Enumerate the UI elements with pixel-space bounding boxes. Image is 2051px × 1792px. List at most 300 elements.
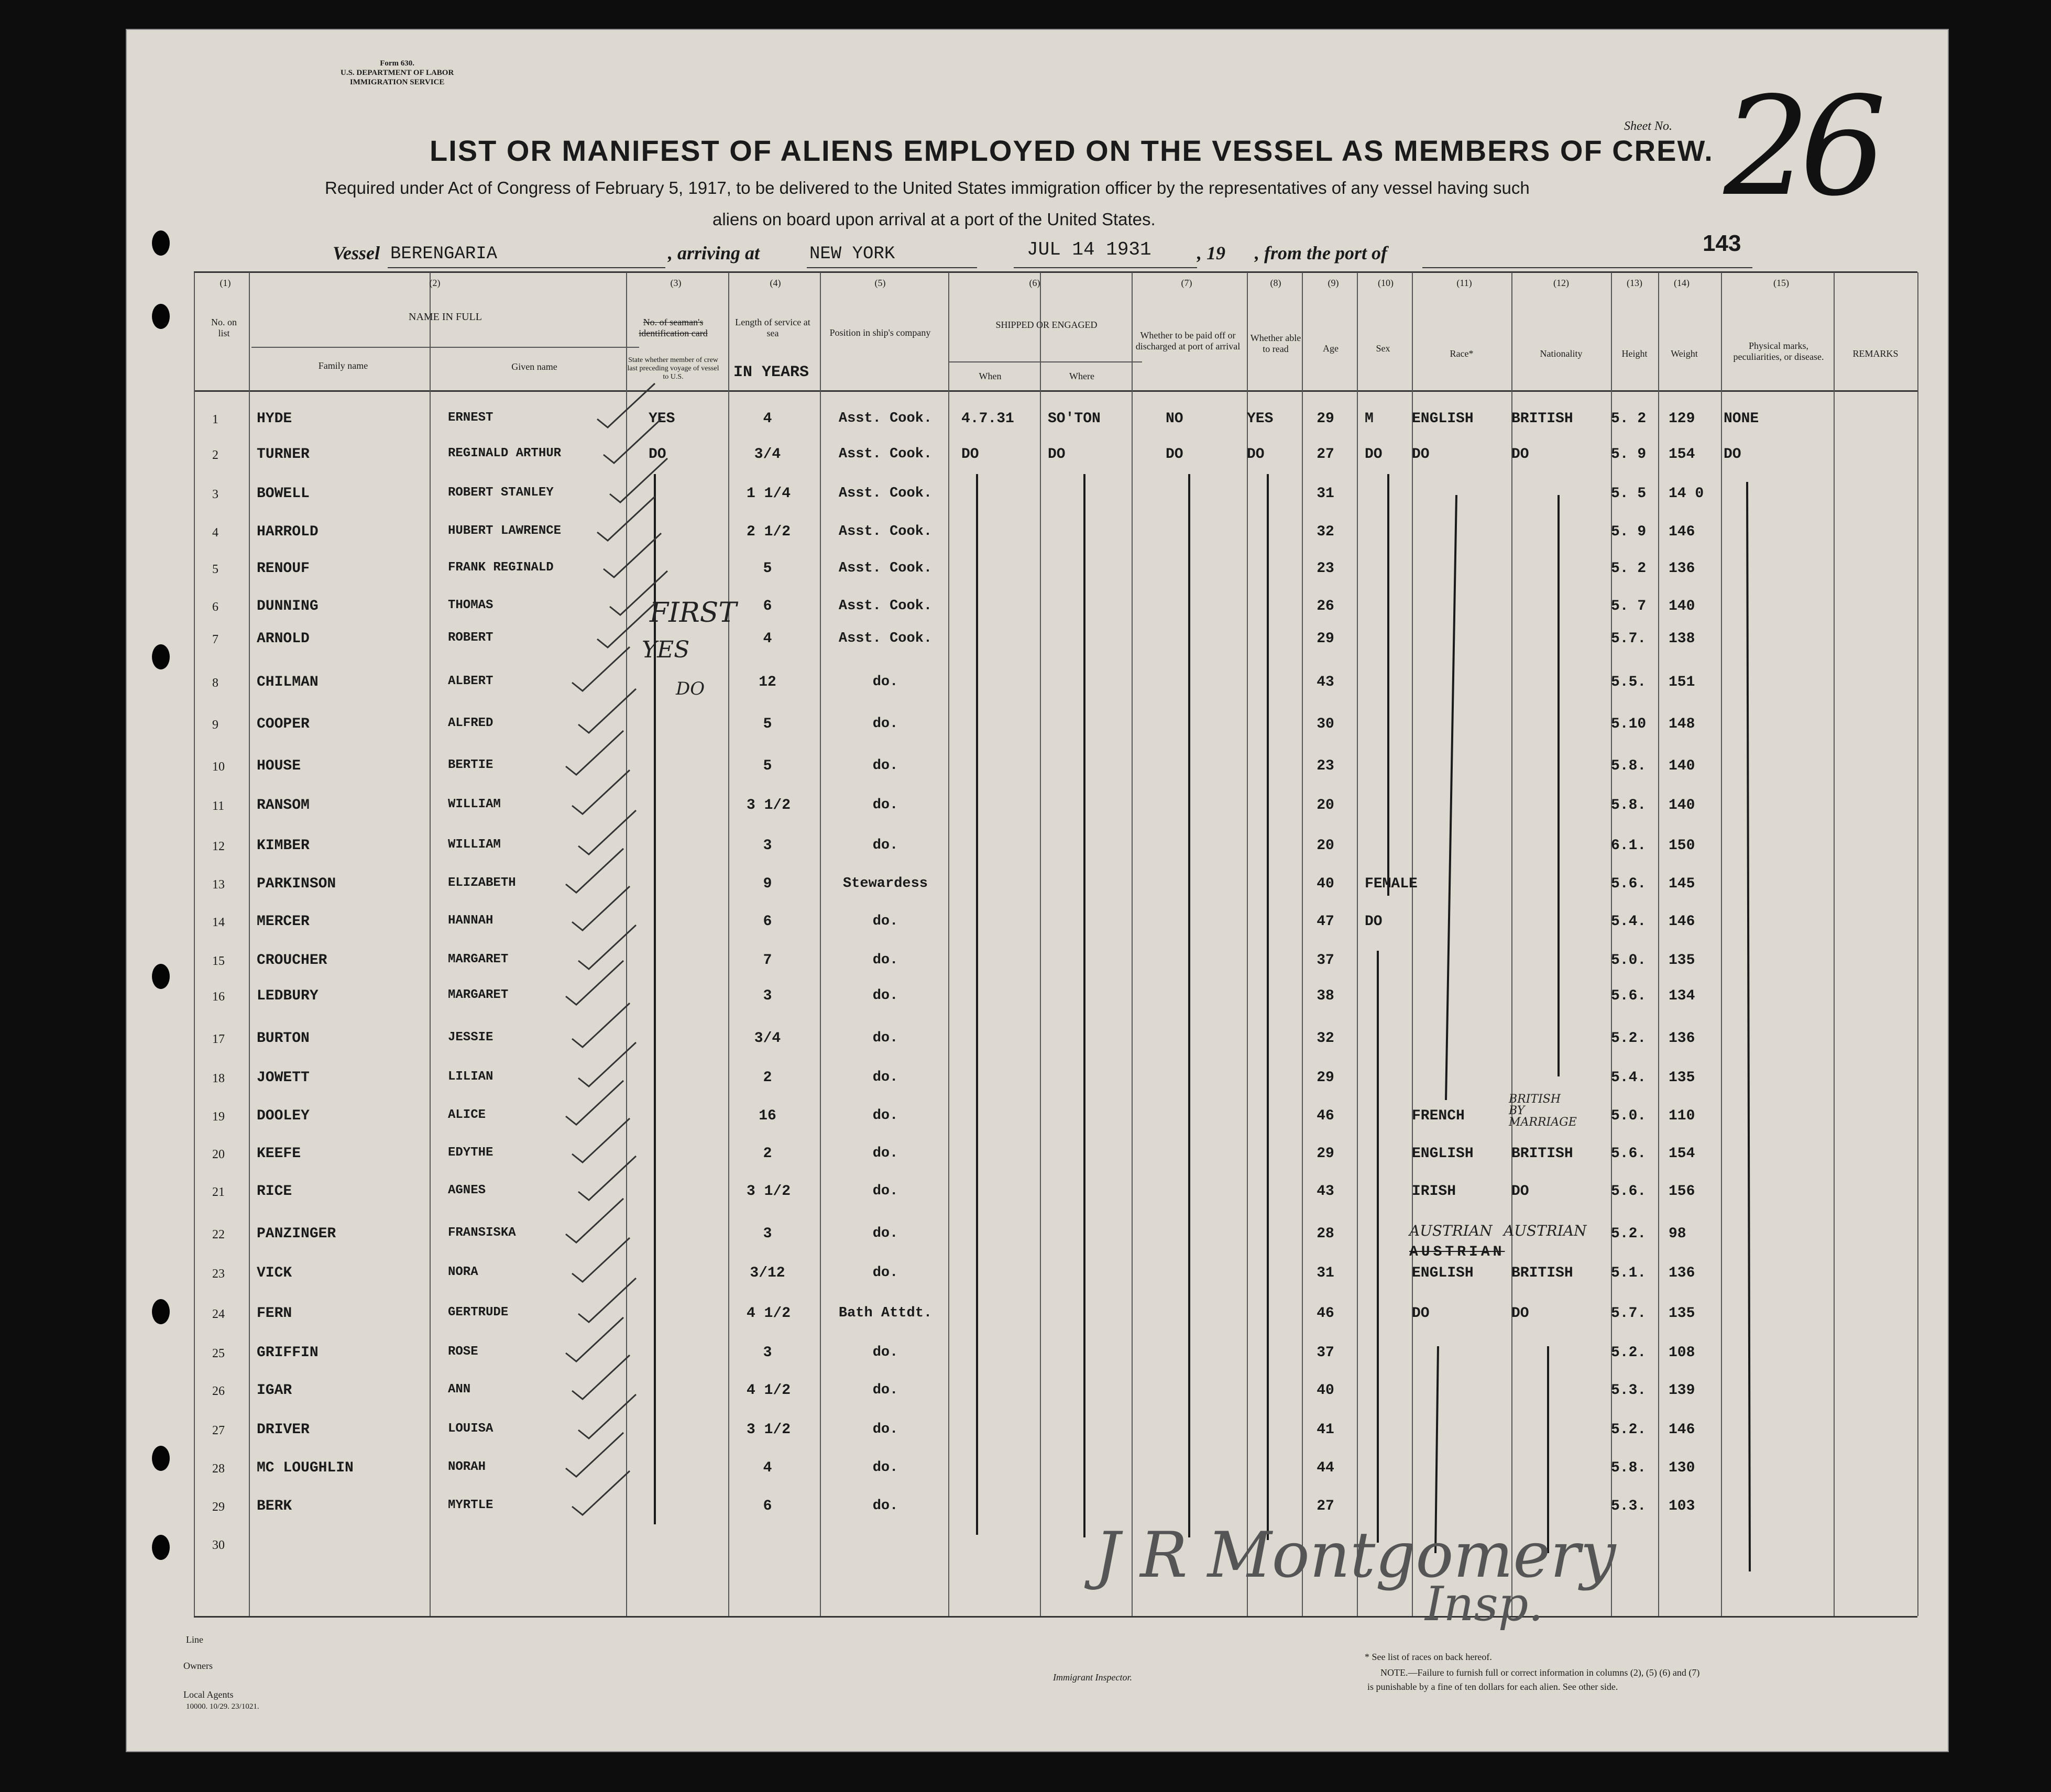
- cell-position: Stewardess: [842, 876, 928, 892]
- cell-length: 4: [763, 631, 772, 647]
- cell-age: 29: [1317, 1146, 1334, 1162]
- row-number: 20: [212, 1148, 225, 1161]
- cell-height: 5. 2: [1611, 560, 1647, 577]
- cell-weight: 138: [1669, 631, 1695, 647]
- cell-race: ENGLISH: [1412, 1265, 1474, 1281]
- department: U.S. DEPARTMENT OF LABOR: [341, 69, 454, 77]
- cell-length: 3 1/2: [747, 797, 791, 813]
- handwritten-austrian-race: AUSTRIAN: [1409, 1222, 1493, 1239]
- cell-length: 9: [763, 876, 772, 892]
- handwritten-austrian-nat: AUSTRIAN: [1504, 1222, 1587, 1239]
- col-num-15: (15): [1773, 278, 1789, 288]
- cell-weight: 140: [1669, 797, 1695, 813]
- footer-race-note: * See list of races on back hereof.: [1365, 1652, 1492, 1662]
- row-number: 5: [212, 563, 218, 576]
- cell-height: 5.8.: [1611, 1460, 1647, 1476]
- footer-note-2: is punishable by a fine of ten dollars for each alien. See other side.: [1367, 1681, 1618, 1692]
- cell-height: 5. 9: [1611, 446, 1647, 463]
- from-port-label: , from the port of: [1255, 243, 1388, 263]
- cell-age: 28: [1317, 1226, 1334, 1242]
- row-number: 27: [212, 1424, 225, 1437]
- cell-nat: BRITISH: [1511, 1265, 1573, 1281]
- cell-family: HARROLD: [257, 524, 319, 540]
- arriving-label: , arriving at: [668, 243, 760, 263]
- cell-height: 5.3.: [1611, 1498, 1647, 1514]
- cell-length: 5: [763, 758, 772, 774]
- handwritten-first: FIRST: [650, 597, 737, 629]
- cell-position: do.: [872, 1422, 898, 1437]
- cell-race: DO: [1412, 446, 1430, 463]
- cell-weight: 156: [1669, 1183, 1695, 1200]
- cell-age: 20: [1317, 797, 1334, 813]
- cell-paid: DO: [1166, 446, 1183, 463]
- hdr-physical-marks: Physical marks, peculiarities, or disease.: [1733, 340, 1824, 362]
- cell-weight: 151: [1669, 674, 1695, 690]
- col-num-14: (14): [1674, 278, 1690, 288]
- cell-position: do.: [872, 674, 898, 690]
- cell-weight: 146: [1669, 914, 1695, 930]
- cell-family: VICK: [257, 1265, 292, 1281]
- row-number: 30: [212, 1538, 225, 1552]
- cell-family: BURTON: [257, 1030, 310, 1047]
- cell-position: do.: [872, 1070, 898, 1085]
- cell-weight: 154: [1669, 1146, 1695, 1162]
- cell-age: 27: [1317, 446, 1334, 463]
- row-number: 3: [212, 488, 218, 501]
- check-mark: [572, 1118, 630, 1162]
- cell-weight: 135: [1669, 952, 1695, 969]
- check-mark: [578, 689, 636, 733]
- cell-position: do.: [872, 914, 898, 929]
- row-number: 18: [212, 1072, 225, 1085]
- cell-given: ALFRED: [448, 716, 493, 730]
- cell-age: 41: [1317, 1422, 1334, 1438]
- cell-age: 23: [1317, 560, 1334, 577]
- cell-height: 5.7.: [1611, 1305, 1647, 1322]
- cell-height: 5.3.: [1611, 1382, 1647, 1399]
- cell-height: 5.2.: [1611, 1030, 1647, 1047]
- cell-weight: 148: [1669, 716, 1695, 732]
- cell-family: CHILMAN: [257, 674, 319, 690]
- cell-given: FRANK REGINALD: [448, 560, 554, 575]
- sheet-number: 26: [1724, 68, 1876, 226]
- check-mark: [566, 1199, 623, 1243]
- cell-age: 46: [1317, 1305, 1334, 1322]
- cell-position: Asst. Cook.: [838, 598, 933, 614]
- hdr-race: Race*: [1450, 348, 1474, 359]
- cell-position: Asst. Cook.: [838, 446, 933, 462]
- cell-height: 5.6.: [1611, 876, 1647, 892]
- cell-weight: 145: [1669, 876, 1695, 892]
- row-number: 4: [212, 526, 218, 540]
- footer-note-1: NOTE.—Failure to furnish full or correct information in columns (2), (5) (6) and (7): [1380, 1667, 1700, 1678]
- row-number: 25: [212, 1347, 225, 1360]
- check-mark: [578, 1278, 636, 1322]
- cell-weight: 130: [1669, 1460, 1695, 1476]
- cell-given: AGNES: [448, 1183, 486, 1197]
- footer-line: Line: [186, 1634, 203, 1645]
- cell-read: YES: [1247, 411, 1274, 427]
- cell-race: IRISH: [1412, 1183, 1456, 1200]
- cell-position: Bath Attdt.: [838, 1305, 933, 1321]
- cell-age: 38: [1317, 988, 1334, 1004]
- cell-given: GERTRUDE: [448, 1305, 509, 1320]
- hdr-remarks: REMARKS: [1852, 348, 1899, 359]
- hdr-seaman-card: No. of seaman's identification card: [639, 317, 708, 338]
- hdr-weight: Weight: [1671, 348, 1698, 359]
- cell-age: 43: [1317, 674, 1334, 690]
- cell-length: 4 1/2: [747, 1382, 791, 1399]
- check-mark: [566, 731, 623, 775]
- cell-length: 1 1/4: [747, 486, 791, 502]
- cell-height: 5.4.: [1611, 1070, 1647, 1086]
- cell-sex: FEMALE: [1365, 876, 1418, 892]
- cell-length: 3: [763, 988, 772, 1004]
- cell-family: DUNNING: [257, 598, 319, 614]
- cell-position: Asst. Cook.: [838, 631, 933, 646]
- cell-family: HYDE: [257, 411, 292, 427]
- cell-age: 32: [1317, 1030, 1334, 1047]
- col-num-4: (4): [770, 278, 781, 288]
- cell-age: 30: [1317, 716, 1334, 732]
- cell-height: 5.6.: [1611, 988, 1647, 1004]
- cell-race: FRENCH: [1412, 1108, 1465, 1124]
- cell-position: do.: [872, 838, 898, 853]
- cell-family: RICE: [257, 1183, 292, 1200]
- cell-position: do.: [872, 988, 898, 1004]
- cell-family: PANZINGER: [257, 1226, 336, 1242]
- cell-given: MYRTLE: [448, 1498, 493, 1512]
- cell-age: 40: [1317, 876, 1334, 892]
- col-num-8: (8): [1270, 278, 1281, 288]
- cell-weight: 140: [1669, 758, 1695, 774]
- cell-sex: M: [1365, 411, 1374, 427]
- cell-given: JESSIE: [448, 1030, 493, 1045]
- row-number: 2: [212, 448, 218, 462]
- cell-race: DO: [1412, 1305, 1430, 1322]
- cell-family: RANSOM: [257, 797, 310, 813]
- cell-given: HANNAH: [448, 914, 493, 928]
- cell-given: ALICE: [448, 1108, 486, 1122]
- cell-length: 3 1/2: [747, 1422, 791, 1438]
- cell-given: REGINALD ARTHUR: [448, 446, 562, 460]
- cell-length: 6: [763, 598, 772, 614]
- cell-position: Asst. Cook.: [838, 560, 933, 576]
- handwritten-yes: YES: [642, 636, 690, 663]
- hdr-where: Where: [1069, 371, 1094, 381]
- cell-length: 16: [759, 1108, 776, 1124]
- hdr-sex: Sex: [1376, 343, 1390, 354]
- cell-sex: DO: [1365, 914, 1383, 930]
- check-mark: [604, 533, 661, 577]
- col-num-6: (6): [1029, 278, 1040, 288]
- cell-length: 4 1/2: [747, 1305, 791, 1322]
- cell-family: PARKINSON: [257, 876, 336, 892]
- cell-nat: BRITISH: [1511, 411, 1573, 427]
- cell-height: 5.8.: [1611, 758, 1647, 774]
- cell-height: 5. 5: [1611, 486, 1647, 502]
- cell-length: 3/4: [754, 1030, 781, 1047]
- cell-nat: BRITISH: [1511, 1146, 1573, 1162]
- check-mark: [578, 1042, 636, 1086]
- row-number: 8: [212, 676, 218, 690]
- cell-family: GRIFFIN: [257, 1345, 319, 1361]
- footer-inspector: Immigrant Inspector.: [1053, 1672, 1132, 1683]
- sheet-label: Sheet No.: [1624, 119, 1672, 133]
- cell-prev: YES: [649, 411, 675, 427]
- cell-age: 47: [1317, 914, 1334, 930]
- check-mark: [597, 383, 655, 427]
- cell-weight: 136: [1669, 1265, 1695, 1281]
- cell-race: ENGLISH: [1412, 1146, 1474, 1162]
- cell-age: 27: [1317, 1498, 1334, 1514]
- cell-given: ANN: [448, 1382, 471, 1397]
- hdr-nationality: Nationality: [1540, 348, 1583, 359]
- cell-given: MARGARET: [448, 952, 509, 966]
- row-number: 16: [212, 990, 225, 1004]
- cell-where: SO'TON: [1048, 411, 1101, 427]
- vessel-label: Vessel: [333, 243, 380, 263]
- struck-austrian: AUSTRIAN: [1409, 1244, 1505, 1260]
- row-number: 1: [212, 413, 218, 426]
- cell-position: do.: [872, 1030, 898, 1046]
- hdr-family-name: Family name: [318, 360, 368, 371]
- cell-length: 2: [763, 1070, 772, 1086]
- cell-weight: 146: [1669, 1422, 1695, 1438]
- ditto-line: [1747, 482, 1750, 1571]
- cell-height: 5. 7: [1611, 598, 1647, 614]
- cell-weight: 98: [1669, 1226, 1686, 1242]
- cell-length: 6: [763, 914, 772, 930]
- cell-family: BERK: [257, 1498, 292, 1514]
- cell-position: do.: [872, 758, 898, 774]
- row-number: 11: [212, 799, 225, 813]
- row-number: 19: [212, 1110, 225, 1124]
- check-mark: [566, 1433, 623, 1477]
- check-mark: [578, 810, 636, 854]
- cell-given: THOMAS: [448, 598, 493, 612]
- hdr-position: Position in ship's company: [829, 327, 931, 338]
- cell-age: 43: [1317, 1183, 1334, 1200]
- row-number: 24: [212, 1307, 225, 1321]
- row-number: 17: [212, 1032, 225, 1046]
- row-number: 15: [212, 954, 225, 968]
- check-mark: [604, 419, 661, 463]
- page-title: LIST OR MANIFEST OF ALIENS EMPLOYED ON THE VESSEL AS MEMBERS OF CREW.: [430, 134, 1714, 167]
- cell-length: 4: [763, 411, 772, 427]
- cell-family: HOUSE: [257, 758, 301, 774]
- cell-position: do.: [872, 1108, 898, 1124]
- cell-given: HUBERT LAWRENCE: [448, 524, 562, 538]
- cell-height: 5.2.: [1611, 1422, 1647, 1438]
- cell-length: 2: [763, 1146, 772, 1162]
- cell-position: do.: [872, 1183, 898, 1199]
- page-stamp: 143: [1703, 230, 1741, 256]
- cell-age: 29: [1317, 411, 1334, 427]
- subtitle-line-1: Required under Act of Congress of February 5, 1917, to be delivered to the United States immigration officer by the representatives of any vessel having such: [325, 178, 1530, 197]
- cell-family: LEDBURY: [257, 988, 319, 1004]
- hdr-given-name: Given name: [511, 361, 557, 372]
- cell-weight: 135: [1669, 1070, 1695, 1086]
- cell-height: 5.5.: [1611, 674, 1647, 690]
- cell-length: 3: [763, 838, 772, 854]
- cell-given: LILIAN: [448, 1070, 493, 1084]
- vessel-name: BERENGARIA: [390, 244, 498, 264]
- cell-family: COOPER: [257, 716, 310, 732]
- arrival-port: NEW YORK: [809, 244, 895, 264]
- row-number: 13: [212, 878, 225, 892]
- cell-weight: 154: [1669, 446, 1695, 463]
- cell-given: LOUISA: [448, 1422, 493, 1436]
- hdr-when: When: [979, 371, 1002, 381]
- cell-family: CROUCHER: [257, 952, 327, 969]
- cell-age: 32: [1317, 524, 1334, 540]
- cell-family: JOWETT: [257, 1070, 310, 1086]
- cell-position: do.: [872, 952, 898, 968]
- cell-length: 3: [763, 1226, 772, 1242]
- cell-when: 4.7.31: [961, 411, 1014, 427]
- year-label: , 19: [1197, 243, 1225, 263]
- cell-given: ALBERT: [448, 674, 493, 688]
- hdr-in-years: IN YEARS: [733, 364, 809, 381]
- check-mark: [572, 886, 630, 930]
- cell-weight: 103: [1669, 1498, 1695, 1514]
- check-mark: [572, 770, 630, 814]
- cell-age: 37: [1317, 952, 1334, 969]
- row-number: 21: [212, 1185, 225, 1199]
- cell-height: 5.0.: [1611, 952, 1647, 969]
- cell-marks: DO: [1724, 446, 1741, 463]
- cell-given: MARGARET: [448, 988, 509, 1002]
- cell-position: do.: [872, 1345, 898, 1360]
- col-num-13: (13): [1627, 278, 1642, 288]
- cell-when: DO: [961, 446, 979, 463]
- row-number: 14: [212, 916, 225, 929]
- cell-age: 29: [1317, 631, 1334, 647]
- footer-owners: Owners: [183, 1661, 213, 1671]
- cell-age: 23: [1317, 758, 1334, 774]
- cell-prev: DO: [649, 446, 666, 463]
- check-mark: [572, 1355, 630, 1399]
- col-num-2: (2): [429, 278, 441, 288]
- footer-local-agents: Local Agents: [183, 1689, 234, 1700]
- cell-position: do.: [872, 1265, 898, 1281]
- col-num-1: (1): [220, 278, 231, 288]
- cell-age: 44: [1317, 1460, 1334, 1476]
- cell-given: FRANSISKA: [448, 1226, 516, 1240]
- cell-weight: 135: [1669, 1305, 1695, 1322]
- col-num-7: (7): [1181, 278, 1192, 288]
- check-mark: [566, 849, 623, 893]
- col-num-3: (3): [670, 278, 682, 288]
- cell-given: BERTIE: [448, 758, 493, 772]
- cell-given: ERNEST: [448, 411, 493, 425]
- cell-position: do.: [872, 1498, 898, 1514]
- cell-length: 6: [763, 1498, 772, 1514]
- cell-weight: 14 0: [1669, 486, 1704, 502]
- cell-position: Asst. Cook.: [838, 486, 933, 501]
- cell-family: TURNER: [257, 446, 310, 463]
- hdr-name-in-full: NAME IN FULL: [409, 311, 482, 323]
- cell-height: 6.1.: [1611, 838, 1647, 854]
- row-number: 12: [212, 840, 225, 853]
- cell-given: ELIZABETH: [448, 876, 516, 890]
- col-num-9: (9): [1328, 278, 1339, 288]
- cell-weight: 108: [1669, 1345, 1695, 1361]
- hdr-no-on-list: No. on list: [211, 317, 237, 338]
- cell-weight: 140: [1669, 598, 1695, 614]
- cell-weight: 139: [1669, 1382, 1695, 1399]
- cell-age: 37: [1317, 1345, 1334, 1361]
- cell-position: Asst. Cook.: [838, 524, 933, 540]
- cell-marks: NONE: [1724, 411, 1759, 427]
- cell-read: DO: [1247, 446, 1265, 463]
- cell-length: 7: [763, 952, 772, 969]
- cell-given: ROSE: [448, 1345, 478, 1359]
- cell-length: 5: [763, 560, 772, 577]
- subtitle-line-2: aliens on board upon arrival at a port of the United States.: [712, 210, 1156, 229]
- cell-length: 3 1/2: [747, 1183, 791, 1200]
- check-mark: [572, 647, 630, 691]
- hdr-able-read: Whether able to read: [1250, 333, 1301, 354]
- cell-weight: 136: [1669, 560, 1695, 577]
- check-mark: [578, 1394, 636, 1438]
- cell-sex: DO: [1365, 446, 1383, 463]
- hdr-length-service: Length of service at sea: [735, 317, 810, 338]
- cell-length: 4: [763, 1460, 772, 1476]
- cell-height: 5. 9: [1611, 524, 1647, 540]
- check-mark: [572, 1003, 630, 1047]
- cell-family: KEEFE: [257, 1146, 301, 1162]
- cell-family: MC LOUGHLIN: [257, 1460, 354, 1476]
- handwritten-british-by-marriage: BRITISH BY MARRIAGE: [1509, 1093, 1577, 1129]
- cell-family: BOWELL: [257, 486, 310, 502]
- hdr-paid-off: Whether to be paid off or discharged at port of arrival: [1135, 330, 1241, 351]
- hdr-state-whether: State whether member of crew last preceding voyage of vessel to U.S.: [627, 356, 719, 381]
- cell-weight: 110: [1669, 1108, 1695, 1124]
- footer-print-code: 10000. 10/29. 23/1021.: [186, 1702, 259, 1711]
- col-num-11: (11): [1456, 278, 1472, 288]
- check-mark: [566, 1317, 623, 1361]
- hdr-shipped: SHIPPED OR ENGAGED: [995, 320, 1098, 330]
- ditto-line: [1446, 495, 1456, 1100]
- cell-given: NORAH: [448, 1460, 486, 1474]
- inspector-title: Insp.: [1425, 1577, 1543, 1632]
- cell-given: ROBERT: [448, 631, 493, 645]
- check-mark: [578, 1156, 636, 1200]
- row-number: 28: [212, 1462, 225, 1476]
- cell-height: 5.8.: [1611, 797, 1647, 813]
- cell-length: 3: [763, 1345, 772, 1361]
- cell-height: 5. 2: [1611, 411, 1647, 427]
- cell-length: 2 1/2: [747, 524, 791, 540]
- cell-weight: 134: [1669, 988, 1695, 1004]
- cell-position: do.: [872, 1226, 898, 1241]
- cell-family: DOOLEY: [257, 1108, 310, 1124]
- cell-age: 31: [1317, 1265, 1334, 1281]
- hdr-height: Height: [1621, 348, 1648, 359]
- row-number: 22: [212, 1228, 225, 1241]
- cell-height: 5.7.: [1611, 631, 1647, 647]
- check-mark: [610, 458, 667, 502]
- cell-weight: 136: [1669, 1030, 1695, 1047]
- cell-height: 5.1.: [1611, 1265, 1647, 1281]
- cell-family: IGAR: [257, 1382, 292, 1399]
- cell-family: MERCER: [257, 914, 310, 930]
- cell-family: ARNOLD: [257, 631, 310, 647]
- check-mark: [572, 1238, 630, 1282]
- check-mark: [566, 1081, 623, 1125]
